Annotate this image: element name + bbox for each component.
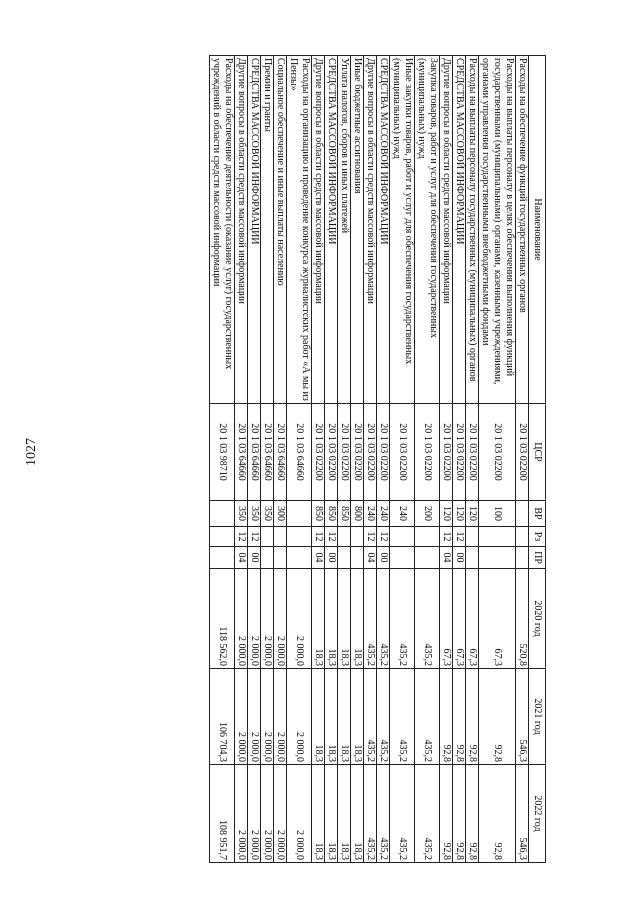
amount-2021-cell: 18,3 bbox=[338, 669, 351, 765]
amount-2022-cell: 92,8 bbox=[479, 765, 516, 863]
pr-cell bbox=[390, 547, 415, 569]
amount-2020-cell: 18,3 bbox=[338, 569, 351, 669]
amount-2021-cell: 435,2 bbox=[415, 669, 440, 765]
vr-cell: 300 bbox=[274, 501, 287, 527]
csr-cell: 20 1 03 02200 bbox=[453, 404, 466, 501]
amount-2020-cell: 67,3 bbox=[440, 569, 453, 669]
amount-2021-cell: 92,8 bbox=[466, 669, 479, 765]
header-cell-vr: ВР bbox=[529, 501, 546, 527]
header-cell-2020: 2020 год bbox=[529, 569, 546, 669]
csr-cell: 20 1 03 02200 bbox=[351, 404, 364, 501]
amount-2020-cell: 67,3 bbox=[453, 569, 466, 669]
csr-cell: 20 1 03 02200 bbox=[415, 404, 440, 501]
amount-2022-cell: 2 000,0 bbox=[248, 765, 261, 863]
rz-cell bbox=[516, 527, 529, 547]
name-cell: Закупка товаров, работ и услуг для обеспечения государственных (муниципальных) нужд bbox=[415, 56, 440, 404]
header-cell-2021: 2021 год bbox=[529, 669, 546, 765]
vr-cell: 850 bbox=[312, 501, 325, 527]
header-row bbox=[529, 56, 546, 863]
pr-cell bbox=[516, 547, 529, 569]
table-row bbox=[377, 56, 390, 863]
csr-cell: 20 1 03 02200 bbox=[516, 404, 529, 501]
rz-cell bbox=[466, 527, 479, 547]
rz-cell bbox=[338, 527, 351, 547]
amount-2022-cell: 92,8 bbox=[440, 765, 453, 863]
name-cell: СРЕДСТВА МАССОВОЙ ИНФОРМАЦИИ bbox=[453, 56, 466, 404]
name-cell: Социальное обеспечение и иные выплаты населению bbox=[274, 56, 287, 404]
amount-2020-cell: 435,2 bbox=[390, 569, 415, 669]
table-row bbox=[338, 56, 351, 863]
header-cell-2022: 2022 год bbox=[529, 765, 546, 863]
name-cell: Другие вопросы в области средств массовой информации bbox=[440, 56, 453, 404]
amount-2022-cell: 2 000,0 bbox=[287, 765, 312, 863]
amount-2021-cell: 18,3 bbox=[312, 669, 325, 765]
pr-cell: 04 bbox=[364, 547, 377, 569]
pr-cell bbox=[479, 547, 516, 569]
amount-2021-cell: 2 000,0 bbox=[248, 669, 261, 765]
vr-cell: 240 bbox=[364, 501, 377, 527]
amount-2022-cell: 18,3 bbox=[325, 765, 338, 863]
csr-cell: 20 1 03 02200 bbox=[440, 404, 453, 501]
pr-cell bbox=[261, 547, 274, 569]
table-row bbox=[364, 56, 377, 863]
vr-cell: 350 bbox=[261, 501, 274, 527]
name-cell: Расходы на выплаты персоналу в целях обеспечения выполнения функций государственными (муниципальными) органами, казенными учреждениями, органами управления государственными внебюджетными фондами bbox=[479, 56, 516, 404]
vr-cell bbox=[287, 501, 312, 527]
rz-cell bbox=[274, 527, 287, 547]
amount-2021-cell: 2 000,0 bbox=[287, 669, 312, 765]
amount-2022-cell: 2 000,0 bbox=[235, 765, 248, 863]
vr-cell: 850 bbox=[325, 501, 338, 527]
header-cell-pr: ПР bbox=[529, 547, 546, 569]
amount-2020-cell: 2 000,0 bbox=[274, 569, 287, 669]
vr-cell bbox=[516, 501, 529, 527]
amount-2020-cell: 67,3 bbox=[479, 569, 516, 669]
table-row bbox=[325, 56, 338, 863]
budget-table bbox=[209, 55, 546, 863]
pr-cell bbox=[466, 547, 479, 569]
rz-cell: 12 bbox=[440, 527, 453, 547]
name-cell: СРЕДСТВА МАССОВОЙ ИНФОРМАЦИИ bbox=[377, 56, 390, 404]
table-row bbox=[453, 56, 466, 863]
pr-cell: 04 bbox=[440, 547, 453, 569]
csr-cell: 20 1 03 02200 bbox=[390, 404, 415, 501]
vr-cell: 350 bbox=[248, 501, 261, 527]
table-row bbox=[287, 56, 312, 863]
table-row bbox=[210, 56, 235, 863]
name-cell: Другие вопросы в области средств массовой информации bbox=[312, 56, 325, 404]
name-cell: Расходы на обеспечение деятельности (оказание услуг) государственных учреждений в области средств массовой информации bbox=[210, 56, 235, 404]
pr-cell bbox=[210, 547, 235, 569]
pr-cell bbox=[415, 547, 440, 569]
pr-cell: 00 bbox=[325, 547, 338, 569]
name-cell: Расходы на выплаты персоналу государственных (муниципальных) органов bbox=[466, 56, 479, 404]
name-cell: СРЕДСТВА МАССОВОЙ ИНФОРМАЦИИ bbox=[325, 56, 338, 404]
amount-2020-cell: 18,3 bbox=[351, 569, 364, 669]
amount-2022-cell: 2 000,0 bbox=[274, 765, 287, 863]
table-row bbox=[248, 56, 261, 863]
amount-2022-cell: 92,8 bbox=[466, 765, 479, 863]
amount-2020-cell: 435,2 bbox=[364, 569, 377, 669]
amount-2020-cell: 2 000,0 bbox=[287, 569, 312, 669]
csr-cell: 20 1 03 64660 bbox=[287, 404, 312, 501]
rz-cell: 12 bbox=[312, 527, 325, 547]
page-number: 1027 bbox=[24, 438, 39, 466]
pr-cell bbox=[274, 547, 287, 569]
table-row bbox=[516, 56, 529, 863]
csr-cell: 20 1 03 02200 bbox=[312, 404, 325, 501]
table-row bbox=[415, 56, 440, 863]
rz-cell bbox=[351, 527, 364, 547]
csr-cell: 20 1 03 02200 bbox=[325, 404, 338, 501]
amount-2021-cell: 435,2 bbox=[364, 669, 377, 765]
amount-2021-cell: 435,2 bbox=[377, 669, 390, 765]
rz-cell: 12 bbox=[453, 527, 466, 547]
csr-cell: 20 1 03 64660 bbox=[235, 404, 248, 501]
name-cell: Иные бюджетные ассигнования bbox=[351, 56, 364, 404]
amount-2020-cell: 67,3 bbox=[466, 569, 479, 669]
rz-cell: 12 bbox=[325, 527, 338, 547]
amount-2021-cell: 92,8 bbox=[440, 669, 453, 765]
name-cell: Другие вопросы в области средств массовой информации bbox=[235, 56, 248, 404]
amount-2022-cell: 435,2 bbox=[377, 765, 390, 863]
header-cell-rz: Рз bbox=[529, 527, 546, 547]
table-row bbox=[274, 56, 287, 863]
vr-cell: 240 bbox=[377, 501, 390, 527]
rz-cell: 12 bbox=[235, 527, 248, 547]
vr-cell: 800 bbox=[351, 501, 364, 527]
name-cell: Другие вопросы в области средств массовой информации bbox=[364, 56, 377, 404]
header-cell-csr: ЦСР bbox=[529, 404, 546, 501]
vr-cell: 100 bbox=[479, 501, 516, 527]
amount-2020-cell: 2 000,0 bbox=[248, 569, 261, 669]
csr-cell: 20 1 03 98710 bbox=[210, 404, 235, 501]
amount-2021-cell: 92,8 bbox=[453, 669, 466, 765]
csr-cell: 20 1 03 64660 bbox=[261, 404, 274, 501]
csr-cell: 20 1 03 02200 bbox=[364, 404, 377, 501]
vr-cell: 240 bbox=[390, 501, 415, 527]
vr-cell: 350 bbox=[235, 501, 248, 527]
pr-cell: 04 bbox=[235, 547, 248, 569]
rz-cell: 12 bbox=[248, 527, 261, 547]
vr-cell bbox=[210, 501, 235, 527]
amount-2020-cell: 2 000,0 bbox=[261, 569, 274, 669]
table-row bbox=[440, 56, 453, 863]
vr-cell: 120 bbox=[440, 501, 453, 527]
table-row bbox=[479, 56, 516, 863]
pr-cell bbox=[338, 547, 351, 569]
amount-2021-cell: 106 704,3 bbox=[210, 669, 235, 765]
name-cell: Расходы на организацию и проведение конкурса журналистских работ «А мы из Пензы» bbox=[287, 56, 312, 404]
rz-cell bbox=[415, 527, 440, 547]
vr-cell: 850 bbox=[338, 501, 351, 527]
pr-cell: 04 bbox=[312, 547, 325, 569]
name-cell: Иные закупки товаров, работ и услуг для обеспечения государственных (муниципальных) нужд bbox=[390, 56, 415, 404]
csr-cell: 20 1 03 02200 bbox=[466, 404, 479, 501]
amount-2022-cell: 435,2 bbox=[415, 765, 440, 863]
header-cell-name: Наименование bbox=[529, 56, 546, 404]
amount-2021-cell: 435,2 bbox=[390, 669, 415, 765]
table-row bbox=[235, 56, 248, 863]
amount-2021-cell: 546,3 bbox=[516, 669, 529, 765]
csr-cell: 20 1 03 02200 bbox=[377, 404, 390, 501]
amount-2021-cell: 2 000,0 bbox=[274, 669, 287, 765]
rz-cell: 12 bbox=[377, 527, 390, 547]
amount-2022-cell: 18,3 bbox=[338, 765, 351, 863]
amount-2022-cell: 435,2 bbox=[364, 765, 377, 863]
amount-2021-cell: 2 000,0 bbox=[235, 669, 248, 765]
csr-cell: 20 1 03 64660 bbox=[274, 404, 287, 501]
pr-cell bbox=[351, 547, 364, 569]
name-cell: Премии и гранты bbox=[261, 56, 274, 404]
amount-2021-cell: 92,8 bbox=[479, 669, 516, 765]
amount-2020-cell: 18,3 bbox=[325, 569, 338, 669]
pr-cell: 00 bbox=[453, 547, 466, 569]
table-row bbox=[312, 56, 325, 863]
amount-2022-cell: 92,8 bbox=[453, 765, 466, 863]
amount-2022-cell: 546,3 bbox=[516, 765, 529, 863]
rz-cell bbox=[390, 527, 415, 547]
amount-2021-cell: 18,3 bbox=[351, 669, 364, 765]
vr-cell: 200 bbox=[415, 501, 440, 527]
amount-2022-cell: 435,2 bbox=[390, 765, 415, 863]
pr-cell: 00 bbox=[248, 547, 261, 569]
table-row bbox=[390, 56, 415, 863]
vr-cell: 120 bbox=[453, 501, 466, 527]
name-cell: Расходы на обеспечение функций государственных органов bbox=[516, 56, 529, 404]
csr-cell: 20 1 03 02200 bbox=[479, 404, 516, 501]
amount-2022-cell: 2 000,0 bbox=[261, 765, 274, 863]
pr-cell: 00 bbox=[377, 547, 390, 569]
amount-2021-cell: 18,3 bbox=[325, 669, 338, 765]
rz-cell: 12 bbox=[364, 527, 377, 547]
amount-2020-cell: 118 562,0 bbox=[210, 569, 235, 669]
amount-2022-cell: 108 951,7 bbox=[210, 765, 235, 863]
table-row bbox=[261, 56, 274, 863]
rz-cell bbox=[261, 527, 274, 547]
amount-2022-cell: 18,3 bbox=[312, 765, 325, 863]
amount-2020-cell: 435,2 bbox=[415, 569, 440, 669]
csr-cell: 20 1 03 64660 bbox=[248, 404, 261, 501]
vr-cell: 120 bbox=[466, 501, 479, 527]
name-cell: Уплата налогов, сборов и иных платежей bbox=[338, 56, 351, 404]
rz-cell bbox=[210, 527, 235, 547]
table-row bbox=[466, 56, 479, 863]
name-cell: СРЕДСТВА МАССОВОЙ ИНФОРМАЦИИ bbox=[248, 56, 261, 404]
pr-cell bbox=[287, 547, 312, 569]
amount-2022-cell: 18,3 bbox=[351, 765, 364, 863]
amount-2020-cell: 520,8 bbox=[516, 569, 529, 669]
rz-cell bbox=[479, 527, 516, 547]
amount-2020-cell: 2 000,0 bbox=[235, 569, 248, 669]
table-row bbox=[351, 56, 364, 863]
amount-2020-cell: 435,2 bbox=[377, 569, 390, 669]
csr-cell: 20 1 03 02200 bbox=[338, 404, 351, 501]
rz-cell bbox=[287, 527, 312, 547]
amount-2021-cell: 2 000,0 bbox=[261, 669, 274, 765]
amount-2020-cell: 18,3 bbox=[312, 569, 325, 669]
